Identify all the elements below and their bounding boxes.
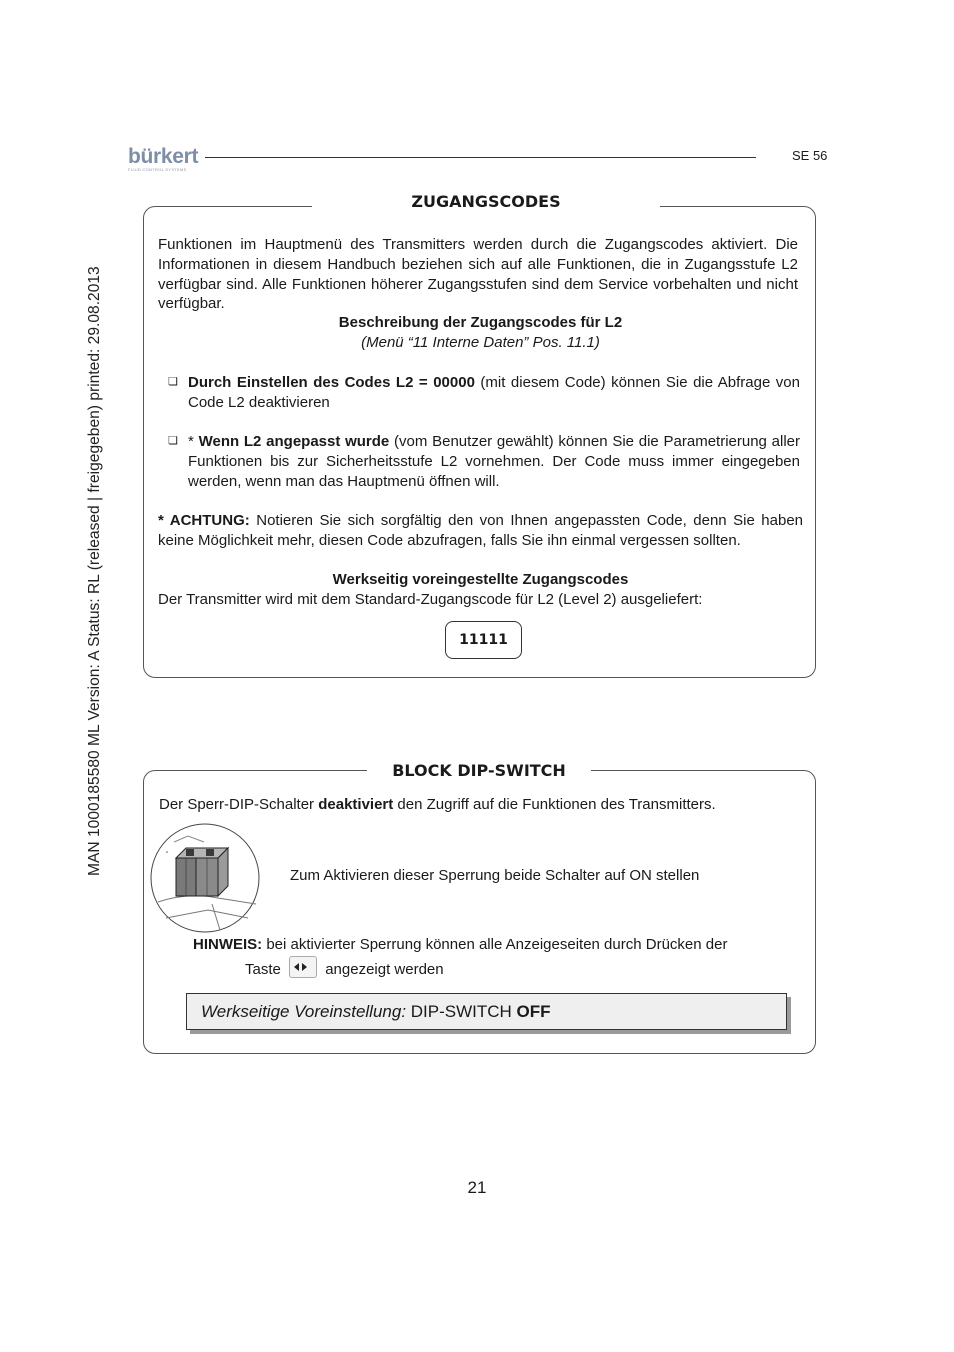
- note-key-after: angezeigt werden: [325, 961, 444, 978]
- default-codes-heading: Werkseitig voreingestellte Zugangscodes: [332, 571, 629, 588]
- checkbox-bullet-icon: ❏: [168, 376, 178, 388]
- bullet-custom-code-bold: Wenn L2 angepasst wurde: [198, 433, 390, 450]
- page-number: 21: [467, 1178, 487, 1197]
- checkbox-bullet-icon: ❏: [168, 435, 178, 447]
- bullet-custom-code: [188, 432, 800, 491]
- left-right-arrow-key-icon: [289, 956, 317, 978]
- note-paragraph: [193, 935, 793, 955]
- dip-default-setting-box: [186, 993, 787, 1030]
- warning-paragraph: [158, 511, 803, 551]
- default-code-value: 11111: [445, 621, 522, 659]
- dip-switch-title: BLOCK DIP-SWITCH: [367, 761, 591, 780]
- note-label: HINWEIS:: [193, 936, 263, 953]
- logo-tagline: FLUID CONTROL SYSTEMS: [128, 167, 187, 172]
- bullet-disable-code-bold: Durch Einstellen des Codes L2 = 00000: [188, 374, 475, 391]
- dip-default-prefix: DIP-SWITCH: [406, 1002, 517, 1021]
- dip-switch-intro-before: Der Sperr-DIP-Schalter: [159, 796, 319, 813]
- dip-default-value: OFF: [516, 1002, 551, 1021]
- bullet-disable-code: [188, 373, 800, 413]
- logo-wordmark: bürkert: [128, 145, 199, 168]
- dip-switch-illustration: [148, 822, 262, 934]
- bullet-custom-code-prefix: *: [188, 433, 199, 450]
- menu-reference: (Menü “11 Interne Daten” Pos. 11.1): [361, 334, 600, 351]
- activate-lock-text: Zum Aktivieren dieser Sperrung beide Schalter auf ON stellen: [290, 867, 700, 884]
- dip-switch-intro: [159, 795, 809, 815]
- access-codes-intro: Funktionen im Hauptmenü des Transmitters werden durch die Zugangscodes aktiviert. Die Informationen in diesem Handbuch beziehen sich auf alle Funktionen, die in Zugangsstufe L2 verfügbar sind. Alle Funktionen höherer Zugangsstufen sind dem Service vorbehalten und nicht verfügbar.: [158, 236, 798, 313]
- note-key-before: Taste: [245, 961, 281, 978]
- warning-label: * ACHTUNG:: [158, 512, 250, 529]
- default-codes-text: Der Transmitter wird mit dem Standard-Zugangscode für L2 (Level 2) ausgeliefert:: [158, 591, 703, 608]
- note-key-line: [245, 956, 665, 980]
- sidebar-document-status: MAN 1000185580 ML Version: A Status: RL (released | freigegeben) printed: 29.08.2013: [86, 266, 103, 876]
- document-code: SE 56: [792, 148, 828, 163]
- bullet-disable-code-text: (mit diesem Code) können Sie die Abfrage von Code L2 deaktivieren: [188, 374, 800, 411]
- note-text: bei aktivierter Sperrung können alle Anzeigeseiten durch Drücken der: [262, 936, 728, 953]
- warning-text: Notieren Sie sich sorgfältig den von Ihnen angepassten Code, denn Sie haben keine Möglichkeit mehr, diesen Code abzufragen, falls Sie ihn einmal vergessen sollten.: [158, 512, 803, 549]
- dip-switch-intro-after: den Zugriff auf die Funktionen des Transmitters.: [393, 796, 716, 813]
- dip-switch-intro-bold: deaktiviert: [318, 796, 394, 813]
- dip-default-label: Werkseitige Voreinstellung:: [201, 1002, 407, 1021]
- header-rule: [205, 157, 756, 158]
- bullet-custom-code-text: (vom Benutzer gewählt) können Sie die Parametrierung aller Funktionen bis zur Sicherheitsstufe L2 vornehmen. Der Code muss immer eingegeben werden, wenn man das Hauptmenü öffnen will.: [188, 433, 800, 490]
- buerkert-logo: [128, 145, 199, 176]
- access-codes-title: ZUGANGSCODES: [312, 192, 660, 211]
- l2-codes-heading: Beschreibung der Zugangscodes für L2: [338, 314, 623, 331]
